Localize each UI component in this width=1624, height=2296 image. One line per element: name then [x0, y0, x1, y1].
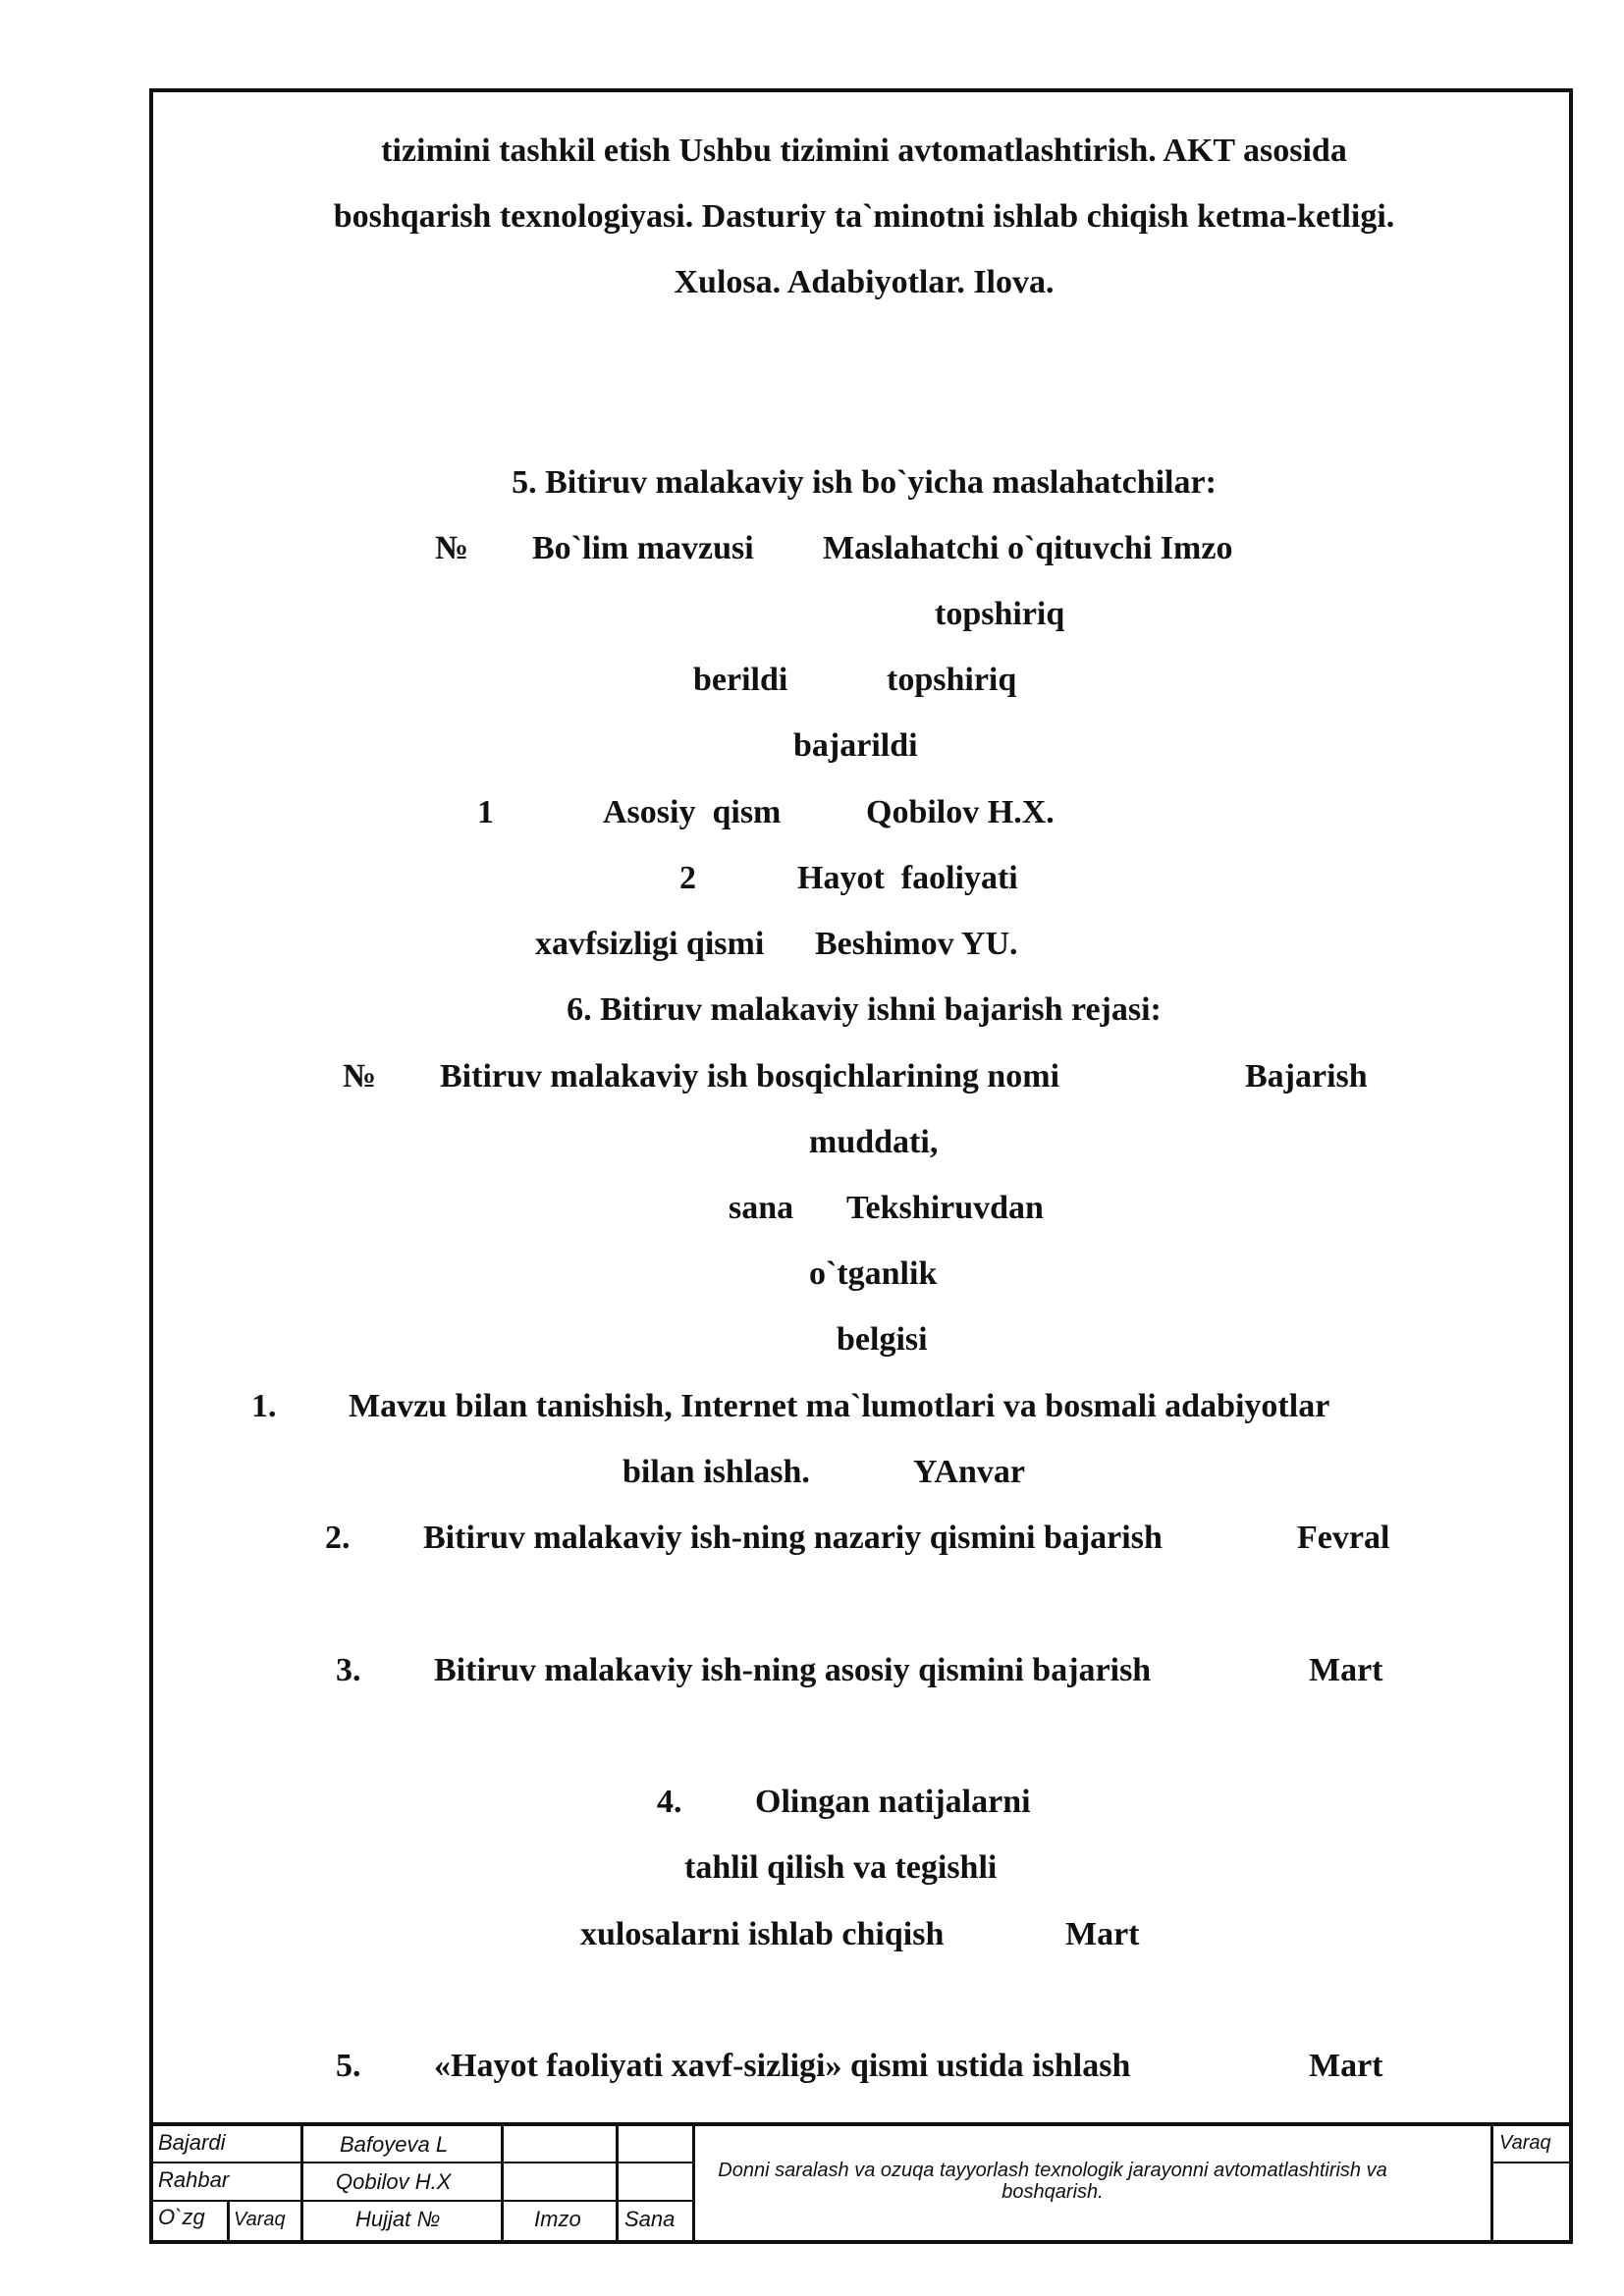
section6-row5-deadline: Mart	[1309, 2048, 1383, 2084]
section5-header-sub2a: berildi	[693, 662, 788, 698]
section5-row2-no: 2	[679, 860, 696, 896]
section6-row1-no: 1.	[251, 1388, 277, 1424]
stamp-varaq-col-label: Varaq	[234, 2209, 286, 2230]
section6-header-check: Tekshiruvdan	[846, 1190, 1044, 1226]
title-block-stamp	[149, 2122, 1573, 2244]
section6-header-deadline-cont: muddati,	[809, 1124, 939, 1160]
section6-row3-deadline: Mart	[1309, 1652, 1383, 1688]
intro-line-3: Xulosa. Adabiyotlar. Ilova.	[674, 264, 1055, 300]
intro-line-2: boshqarish texnologiyasi. Dasturiy ta`minotni ishlab chiqish ketma-ketligi.	[333, 198, 1395, 235]
stamp-hujjat-label: Hujjat №	[355, 2207, 441, 2231]
stamp-row-line-1	[149, 2162, 695, 2163]
section6-header-name: Bitiruv malakaviy ish bosqichlarining nomi	[440, 1058, 1060, 1095]
section6-row3-name: Bitiruv malakaviy ish-ning asosiy qismini bajarish	[434, 1652, 1152, 1688]
section6-row4-name: Olingan natijalarni	[755, 1784, 1031, 1820]
section6-row4-name-cont: tahlil qilish va tegishli	[684, 1849, 998, 1886]
stamp-bajardi-name: Bafoyeva L	[340, 2132, 449, 2157]
stamp-ozg-label: O`zg	[158, 2205, 205, 2229]
section5-row2-topic-cont: xavfsizligi qismi	[535, 926, 765, 962]
section5-header-no: №	[435, 530, 469, 566]
section5-header-topic: Bo`lim mavzusi	[532, 530, 754, 566]
section6-header-deadline: Bajarish	[1245, 1058, 1368, 1095]
stamp-rahbar-name: Qobilov H.X	[336, 2169, 452, 2194]
section6-row4-deadline: Mart	[1065, 1916, 1140, 1952]
stamp-col-line-1	[227, 2200, 230, 2244]
intro-line-1: tizimini tashkil etish Ushbu tizimini avtomatlashtirish. AKT asosida	[381, 133, 1347, 169]
stamp-sheet-label: Varaq	[1499, 2132, 1551, 2154]
section5-header-sub3: bajarildi	[793, 727, 918, 764]
section6-row4-name-cont2: xulosalarni ishlab chiqish	[580, 1916, 945, 1952]
section5-row2-advisor: Beshimov YU.	[815, 926, 1018, 962]
stamp-top-border	[149, 2122, 1573, 2126]
section5-row1-topic: Asosiy qism	[603, 794, 782, 830]
stamp-document-title: Donni saralash va ozuqa tayyorlash texnologik jarayonni avtomatlashtirish va boshqarish.	[718, 2160, 1387, 2203]
section6-row2-deadline: Fevral	[1297, 1520, 1390, 1556]
stamp-sheet-line	[1490, 2162, 1573, 2163]
section6-header-check-cont2: belgisi	[837, 1321, 928, 1358]
section5-heading: 5. Bitiruv malakaviy ish bo`yicha maslahatchilar:	[512, 464, 1217, 501]
section5-header-advisor: Maslahatchi o`qituvchi Imzo	[823, 530, 1233, 566]
stamp-sana-label: Sana	[624, 2207, 676, 2231]
section6-row1-name: Mavzu bilan tanishish, Internet ma`lumotlari va bosmali adabiyotlar	[349, 1388, 1330, 1424]
section6-row5-no: 5.	[336, 2048, 361, 2084]
stamp-col-line-2	[300, 2122, 303, 2244]
section6-row5-name: «Hayot faoliyati xavf-sizligi» qismi ustida ishlash	[434, 2048, 1131, 2084]
stamp-bajardi-label: Bajardi	[158, 2130, 226, 2155]
section6-header-check-cont: o`tganlik	[809, 1255, 938, 1292]
section5-header-sub2b: topshiriq	[887, 662, 1017, 698]
section6-row3-no: 3.	[336, 1652, 361, 1688]
stamp-col-line-5	[692, 2122, 695, 2244]
stamp-col-line-3	[501, 2122, 504, 2244]
section6-header-no: №	[343, 1058, 377, 1095]
section6-heading: 6. Bitiruv malakaviy ishni bajarish rejasi:	[567, 991, 1162, 1028]
stamp-imzo-label: Imzo	[534, 2207, 581, 2231]
section5-row1-advisor: Qobilov H.X.	[866, 794, 1055, 830]
stamp-col-line-6	[1490, 2122, 1493, 2244]
section5-header-sub1: topshiriq	[935, 596, 1065, 632]
section5-row2-topic: Hayot faoliyati	[797, 860, 1018, 896]
stamp-col-line-4	[616, 2122, 619, 2244]
section6-row1-name-cont: bilan ishlash.	[623, 1454, 810, 1490]
section5-row1-no: 1	[477, 794, 494, 830]
section6-row4-no: 4.	[657, 1784, 682, 1820]
section6-row2-name: Bitiruv malakaviy ish-ning nazariy qismini bajarish	[423, 1520, 1163, 1556]
section6-row1-deadline: YAnvar	[913, 1454, 1025, 1490]
stamp-rahbar-label: Rahbar	[158, 2167, 230, 2192]
section6-row2-no: 2.	[325, 1520, 351, 1556]
section6-header-date: sana	[729, 1190, 794, 1226]
stamp-row-line-2	[149, 2200, 695, 2202]
